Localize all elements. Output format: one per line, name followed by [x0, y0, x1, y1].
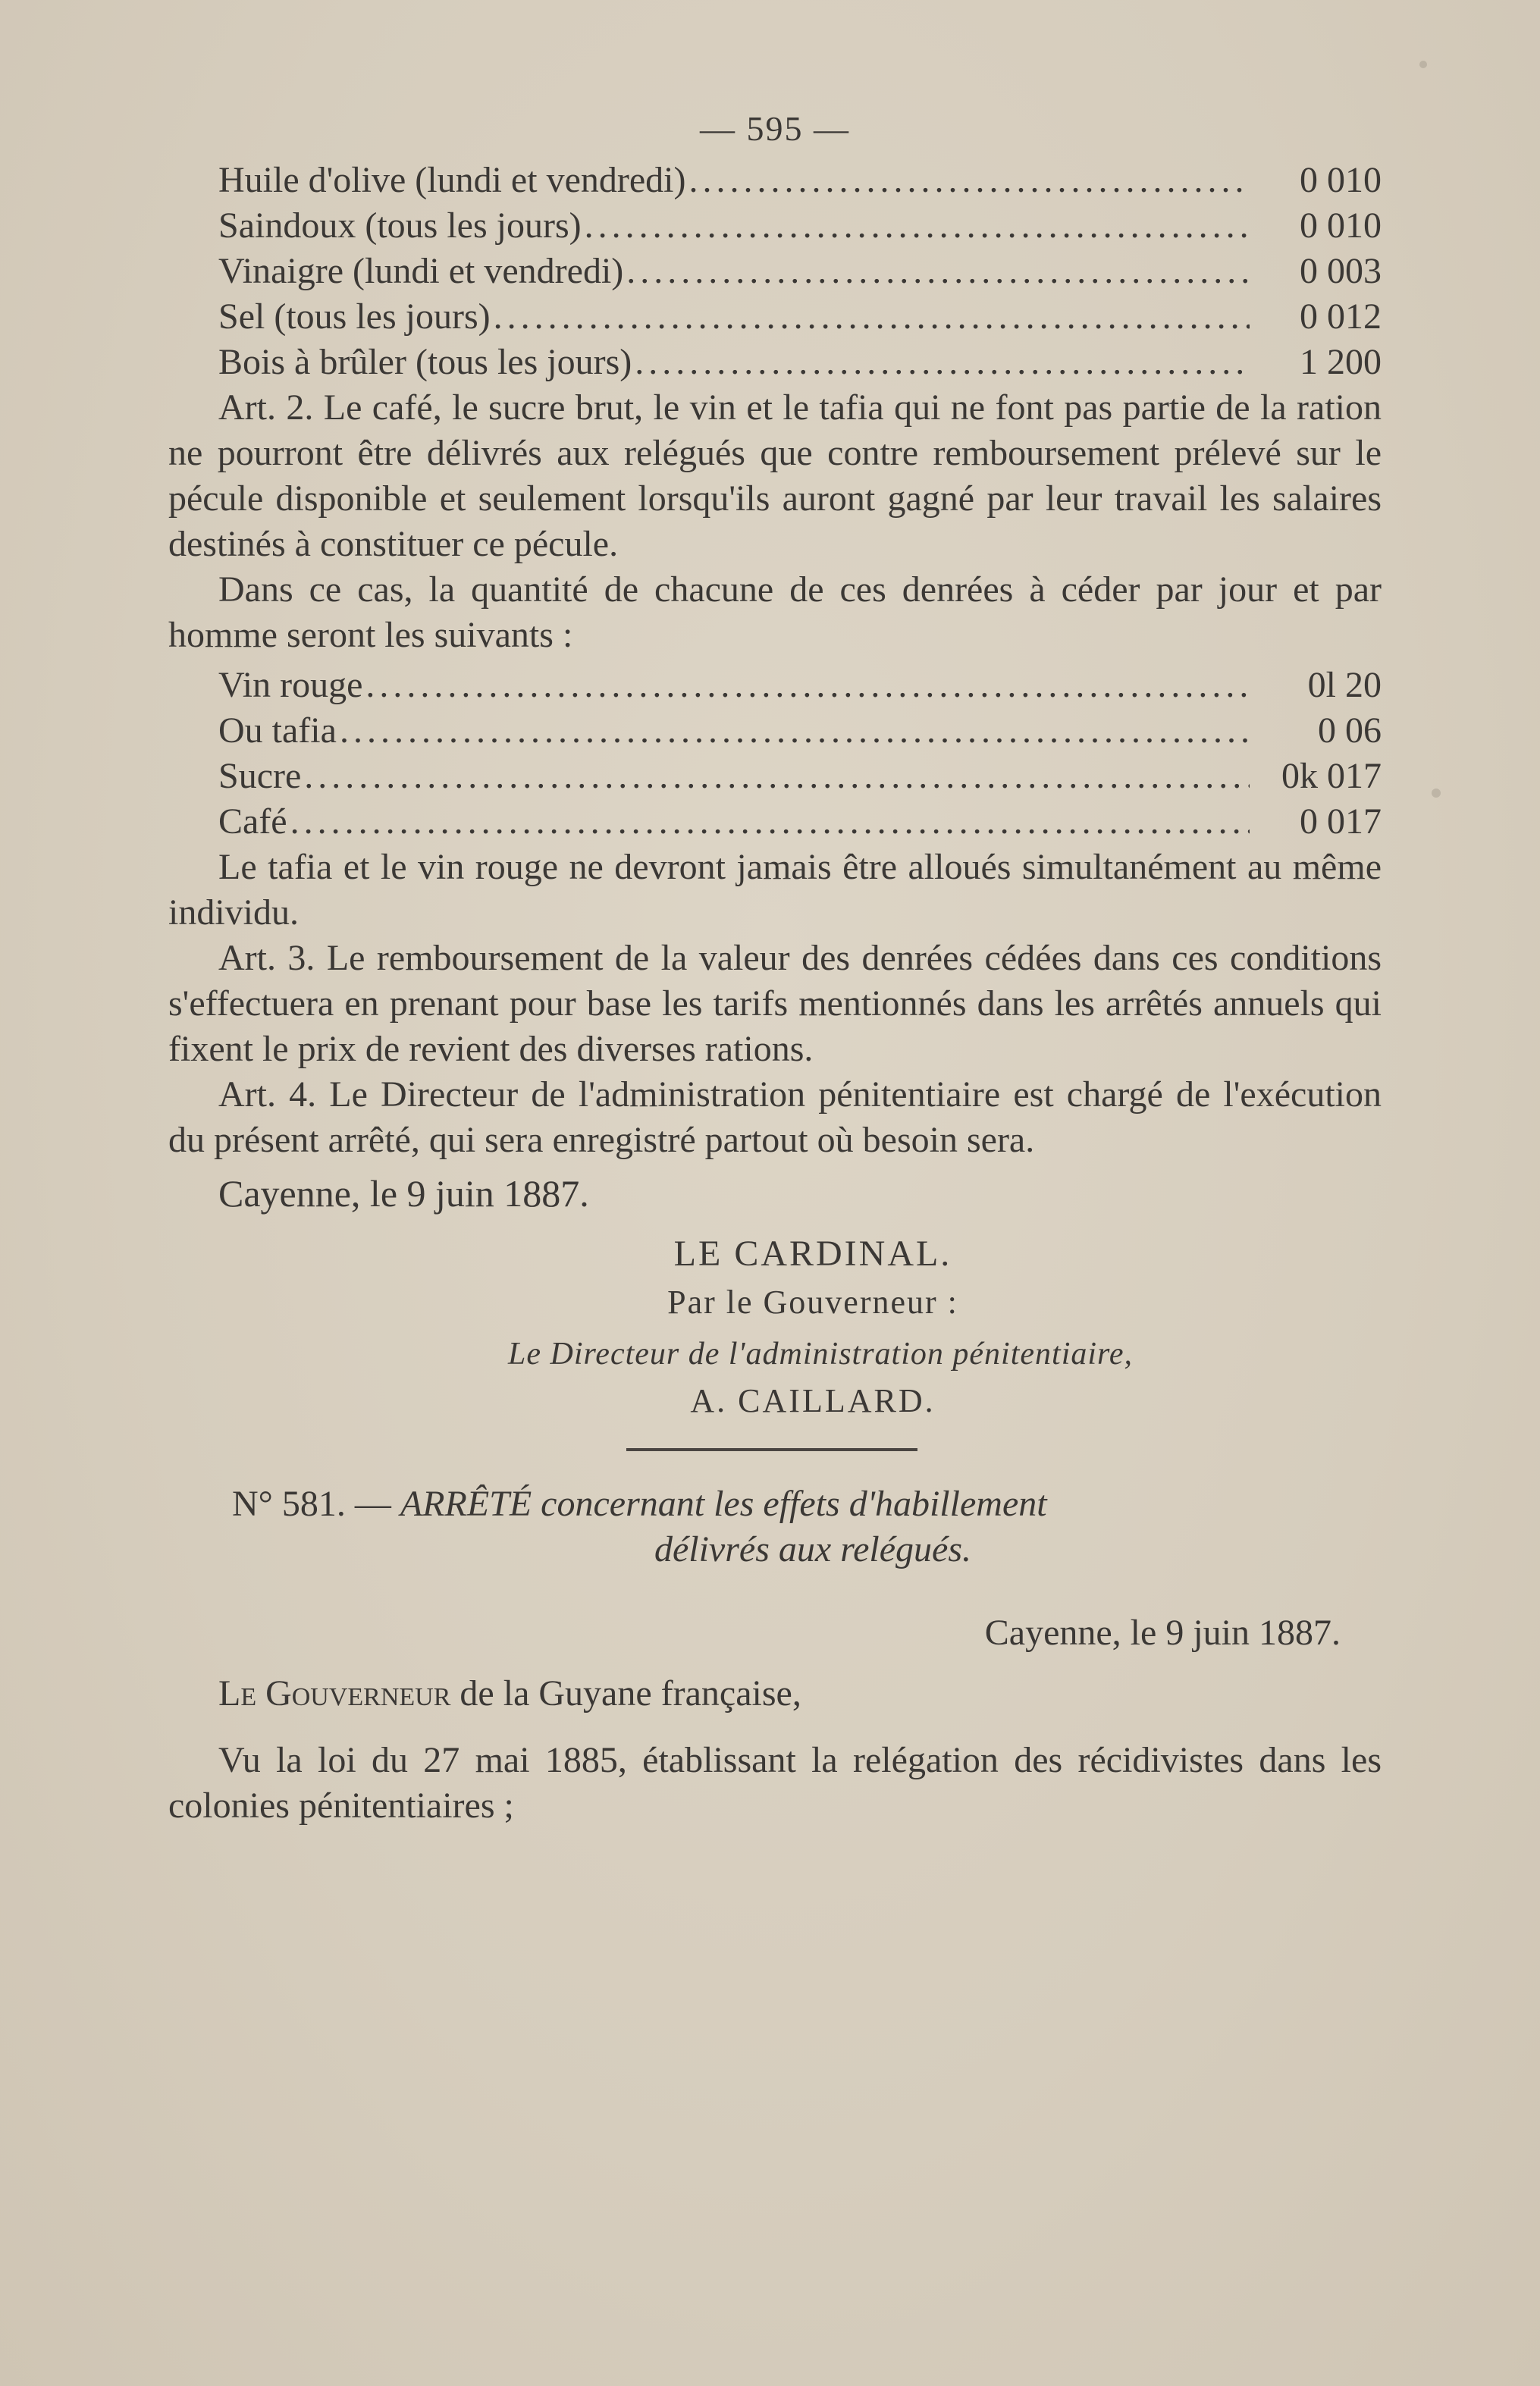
- gouverneur-caps: Le Gouverneur: [218, 1673, 451, 1713]
- arrete-title-line-2: délivrés aux relégués.: [654, 1529, 972, 1569]
- signatory-director-title: Le Directeur de l'administration pénitentiaire,: [508, 1337, 1133, 1372]
- list-item: Saindoux (tous les jours) ..... 0 010: [218, 203, 1382, 249]
- page-number: — 595 —: [700, 109, 850, 148]
- ration-list: [168, 158, 1382, 385]
- list-item: Huile d'olive (lundi et vendredi) ..... 0 010: [218, 158, 1382, 203]
- list-item: Café ..... 0 017: [218, 799, 1382, 845]
- vu-paragraph: Vu la loi du 27 mai 1885, établissant la relégation des récidivistes dans les colonies pénitentiaires ;: [168, 1740, 1382, 1826]
- arrete-date: Cayenne, le 9 juin 1887.: [984, 1613, 1341, 1653]
- section-divider: [626, 1448, 917, 1451]
- signatory-par: Par le Gouverneur :: [667, 1284, 958, 1321]
- gouverneur-rest: de la Guyane française,: [459, 1673, 801, 1713]
- page-text: [168, 106, 1382, 1829]
- article-2-note: Le tafia et le vin rouge ne devront jamais être alloués simultanément au même individu.: [168, 847, 1382, 933]
- signatory-name: LE CARDINAL.: [673, 1234, 952, 1274]
- list-item: Vin rouge ..... 0l 20: [218, 663, 1382, 708]
- signatory-director-name: A. CAILLARD.: [690, 1382, 936, 1419]
- denrees-list: [168, 663, 1382, 845]
- arrete-number: N° 581. —: [232, 1484, 391, 1524]
- list-item: Bois à brûler (tous les jours) ..... 1 200: [218, 340, 1382, 385]
- gouverneur-line: [168, 1671, 1382, 1717]
- list-item: Vinaigre (lundi et vendredi) ..... 0 003: [218, 249, 1382, 294]
- ink-blot: [1419, 61, 1427, 68]
- article-3-paragraph: Art. 3. Le remboursement de la valeur des denrées cédées dans ces conditions s'effectuera en prenant pour base les tarifs mentionnés dans les arrêtés annuels qui fixent le prix de revient des diverses rations.: [168, 938, 1382, 1069]
- arrete-heading: [232, 1481, 1382, 1527]
- list-item: Sucre ..... 0k 017: [218, 754, 1382, 799]
- article-2-quantities-intro: Dans ce cas, la quantité de chacune de ces denrées à céder par jour et par homme seront les suivants :: [168, 569, 1382, 655]
- article-2-paragraph: Art. 2. Le café, le sucre brut, le vin et le tafia qui ne font pas partie de la ration ne pourront être délivrés aux relégués que contre remboursement prélevé sur le pécule disponible et seulement lorsqu'ils auront gagné par leur travail les salaires destinés à constituer ce pécule.: [168, 387, 1382, 564]
- ink-blot: [1432, 789, 1441, 798]
- list-item: Sel (tous les jours) ..... 0 012: [218, 294, 1382, 340]
- arrete-title: ARRÊTÉ concernant les effets d'habillement: [400, 1484, 1047, 1524]
- decree-date: Cayenne, le 9 juin 1887.: [218, 1172, 589, 1215]
- article-4-paragraph: Art. 4. Le Directeur de l'administration pénitentiaire est chargé de l'exécution du présent arrêté, qui sera enregistré partout où besoin sera.: [168, 1074, 1382, 1160]
- list-item: Ou tafia ..... 0 06: [218, 708, 1382, 754]
